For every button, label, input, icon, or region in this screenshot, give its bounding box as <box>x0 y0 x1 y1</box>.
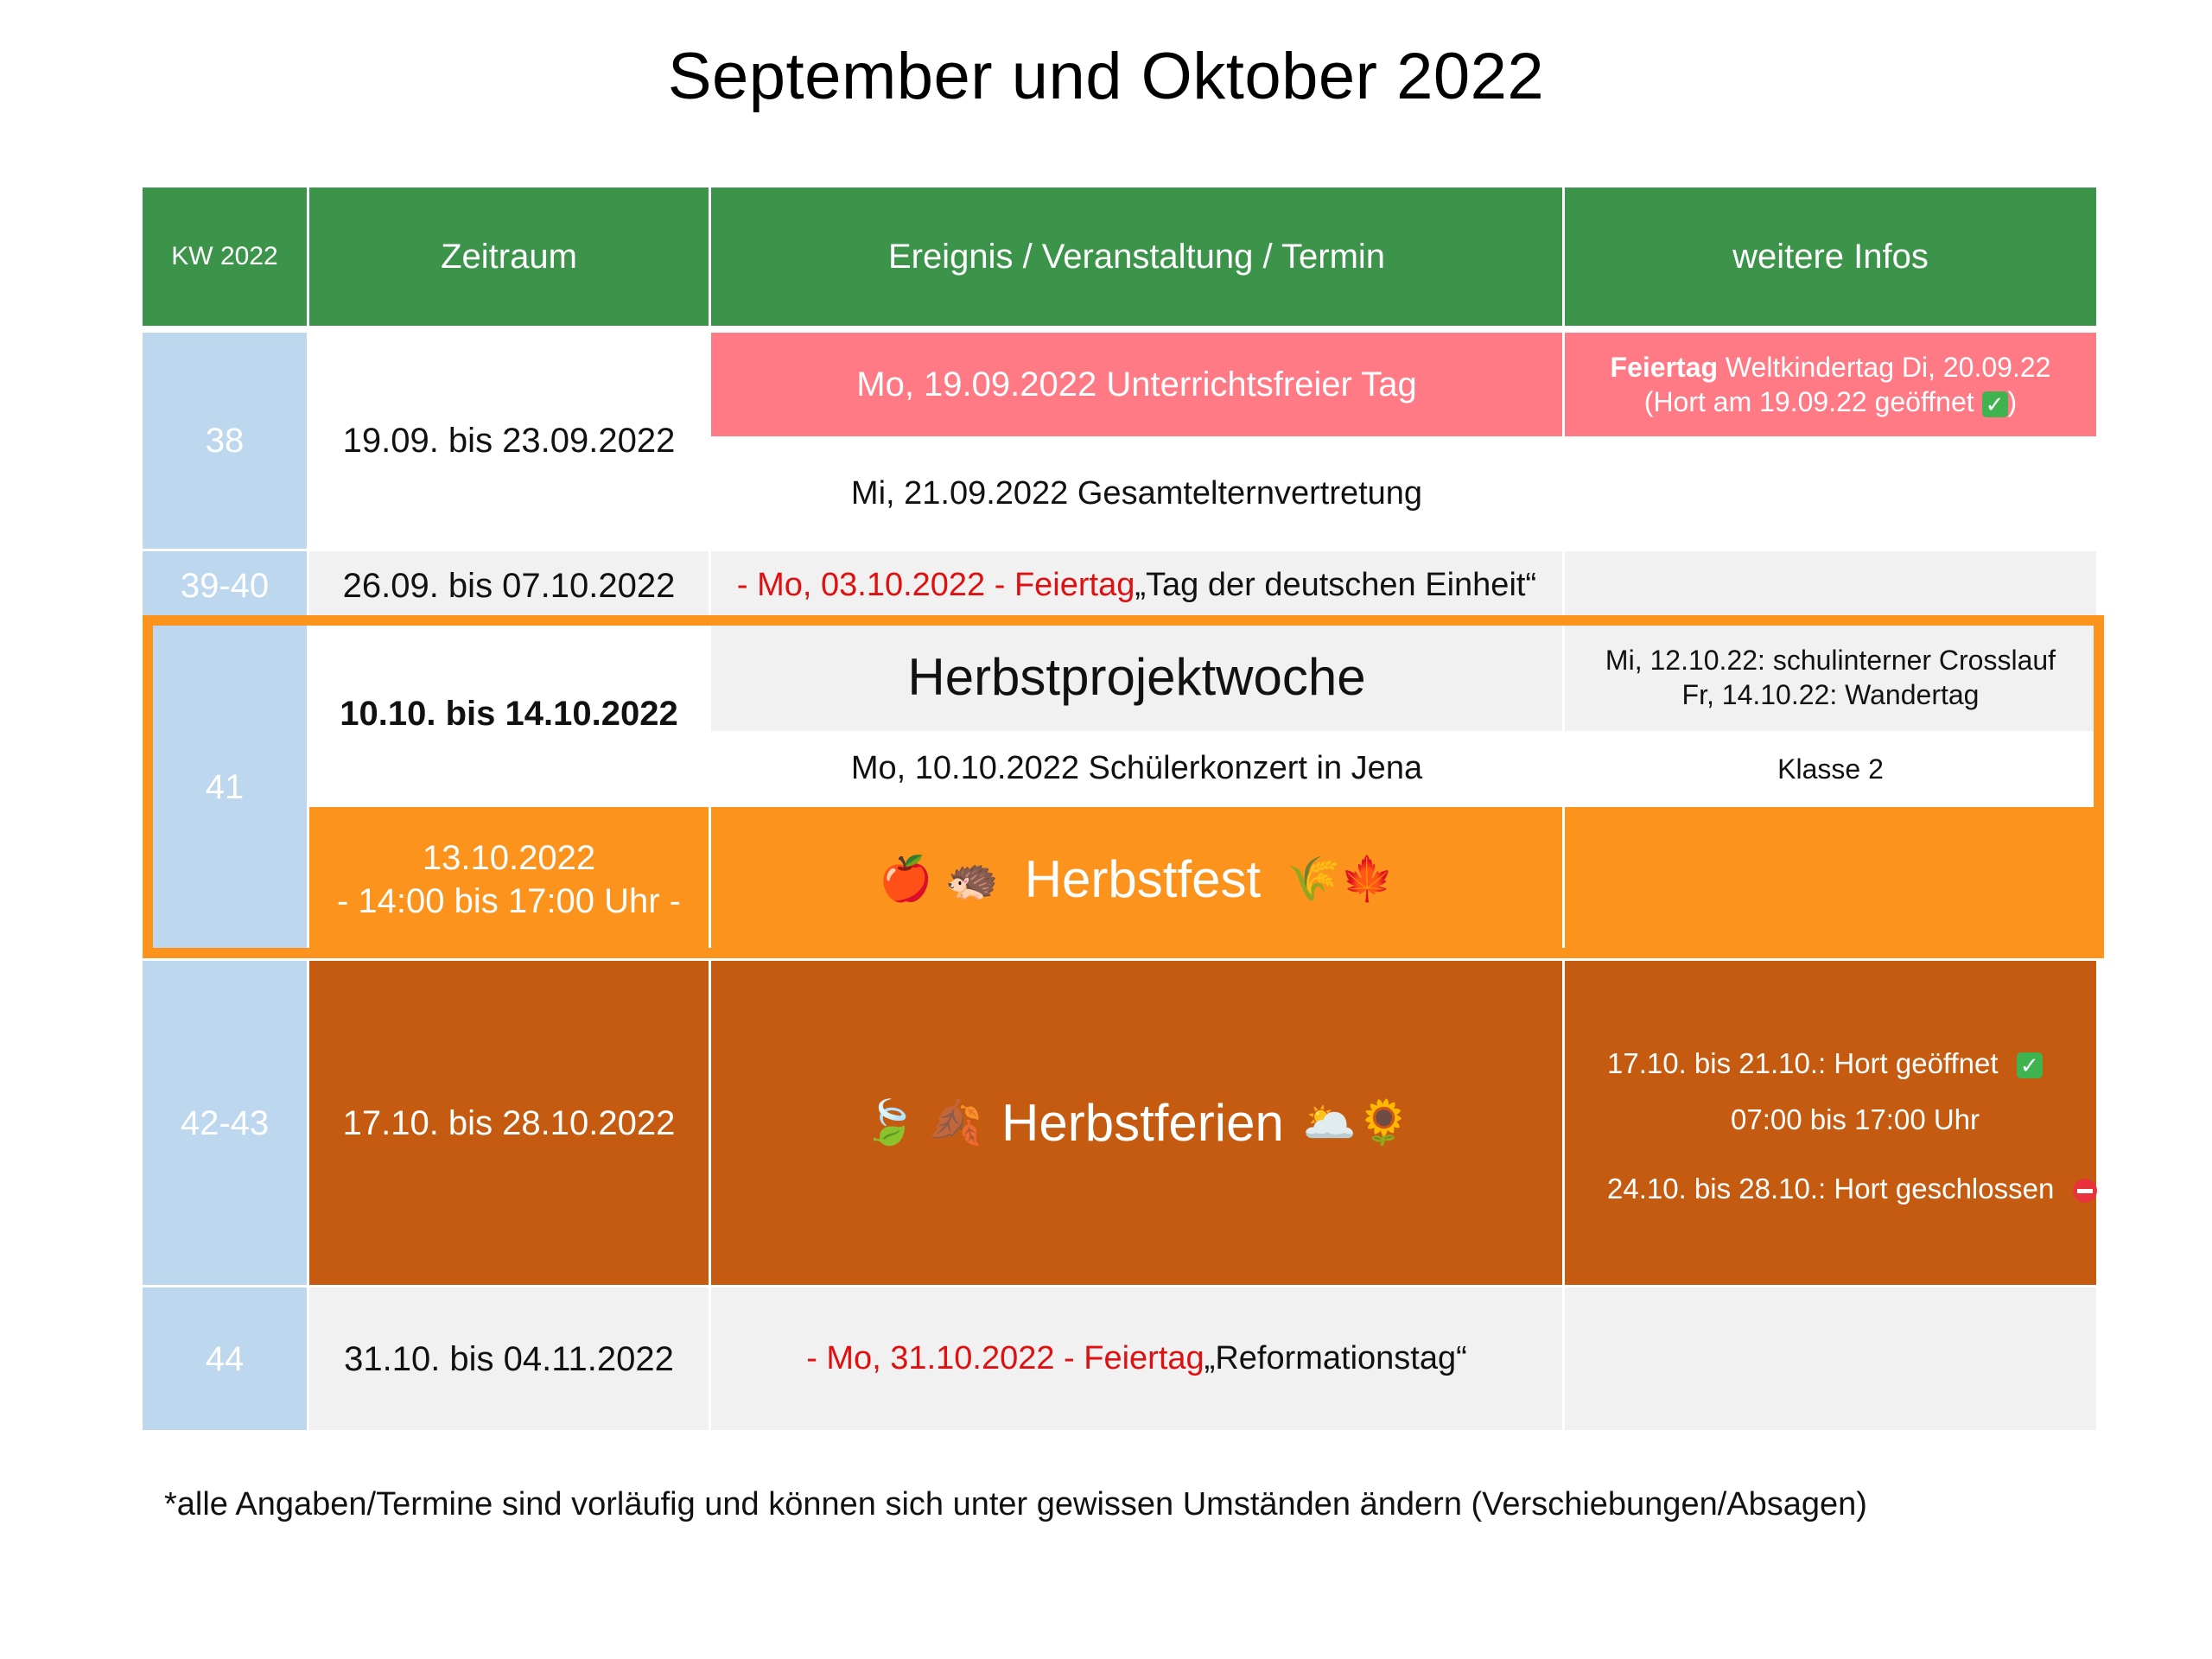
herbstferien-title: Herbstferien <box>1001 1094 1284 1152</box>
holiday-label: - Mo, 31.10.2022 - Feiertag <box>806 1339 1205 1376</box>
info-close-paren: ) <box>2007 386 2018 417</box>
check-mark-icon: ✓ <box>1982 391 2008 417</box>
header-kw: KW 2022 <box>143 188 307 326</box>
info-wandertag: Fr, 14.10.22: Wandertag <box>1681 678 1980 710</box>
holiday-name: „Tag der deutschen Einheit“ <box>1135 567 1537 604</box>
event-unterrichtsfreier-tag: Mo, 19.09.2022 Unterrichtsfreier Tag <box>711 333 1562 436</box>
herbstfest-time: - 14:00 bis 17:00 Uhr - <box>337 881 681 920</box>
wheat-leaf-icon: 🌾🍁 <box>1287 855 1395 904</box>
event-herbstprojektwoche: Herbstprojektwoche <box>711 623 1562 731</box>
info-hort-geoeffnet-text: (Hort am 19.09.22 geöffnet <box>1643 386 1974 417</box>
header-ereignis: Ereignis / Veranstaltung / Termin <box>711 188 1562 326</box>
info-hort-geschlossen-text: 24.10. bis 28.10.: Hort geschlossen <box>1607 1173 2055 1205</box>
info-hort-geschlossen <box>1607 1173 2097 1205</box>
holiday-name: „Reformationstag“ <box>1204 1339 1467 1376</box>
info-44-empty <box>1565 1287 2096 1430</box>
info-herbstprojektwoche <box>1565 623 2096 731</box>
cloud-sunflower-icon: 🌥️🌻 <box>1302 1098 1411 1147</box>
footnote: *alle Angaben/Termine sind vorläufig und können sich unter gewissen Umständen ändern (Verschiebungen/Absagen) <box>164 1486 1867 1522</box>
leaves-icon: 🍃 🍂 <box>862 1098 983 1147</box>
zeitraum-44: 31.10. bis 04.11.2022 <box>309 1287 709 1430</box>
kw-44: 44 <box>143 1287 307 1430</box>
zeitraum-41: 10.10. bis 14.10.2022 <box>309 623 709 804</box>
herbstfest-date: 13.10.2022 <box>422 838 596 877</box>
header-zeitraum: Zeitraum <box>309 188 709 326</box>
info-crosslauf: Mi, 12.10.22: schulinterner Crosslauf <box>1605 644 2056 676</box>
header-infos: weitere Infos <box>1565 188 2096 326</box>
zeitraum-38: 19.09. bis 23.09.2022 <box>309 333 709 549</box>
event-herbstferien <box>711 961 1562 1285</box>
herbstfest-title: Herbstfest <box>1024 850 1262 908</box>
info-39-empty <box>1565 551 2096 620</box>
info-weltkindertag-line2 <box>1644 385 2017 419</box>
info-herbstferien <box>1564 961 2095 1285</box>
no-entry-icon <box>2073 1179 2097 1203</box>
info-hort-zeiten: 07:00 bis 17:00 Uhr <box>1731 1103 1980 1135</box>
kw-42-43: 42-43 <box>143 961 307 1285</box>
kw-41: 41 <box>143 623 307 951</box>
info-feiertag-label: Feiertag <box>1610 352 1719 383</box>
event-reformationstag <box>711 1287 1562 1430</box>
info-hort-geoeffnet <box>1607 1047 2043 1080</box>
info-38-empty <box>1565 439 2096 549</box>
event-herbstfest <box>711 807 1562 951</box>
info-weltkindertag-text: Weltkindertag Di, 20.09.22 <box>1718 352 2051 383</box>
check-mark-icon: ✓ <box>2017 1052 2043 1078</box>
zeitraum-herbstfest <box>309 807 709 951</box>
info-herbstfest-empty <box>1565 807 2096 951</box>
info-weltkindertag-line1 <box>1611 350 2051 385</box>
zeitraum-39-40: 26.09. bis 07.10.2022 <box>309 551 709 620</box>
info-klasse-2: Klasse 2 <box>1565 734 2096 804</box>
event-tag-der-deutschen-einheit <box>711 551 1562 620</box>
info-hort-geoeffnet-text: 17.10. bis 21.10.: Hort geöffnet <box>1607 1047 1999 1079</box>
holiday-label: - Mo, 03.10.2022 - Feiertag <box>736 567 1135 604</box>
event-schuelerkonzert: Mo, 10.10.2022 Schülerkonzert in Jena <box>711 734 1562 804</box>
kw-39-40: 39-40 <box>143 551 307 620</box>
kw-38: 38 <box>143 333 307 549</box>
apple-hedgehog-icon: 🍎 🦔 <box>879 855 999 904</box>
zeitraum-42-43: 17.10. bis 28.10.2022 <box>309 961 709 1285</box>
event-gesamtelternvertretung: Mi, 21.09.2022 Gesamtelternvertretung <box>711 439 1562 549</box>
info-weltkindertag <box>1565 333 2096 436</box>
page-title: September und Oktober 2022 <box>667 40 1545 113</box>
